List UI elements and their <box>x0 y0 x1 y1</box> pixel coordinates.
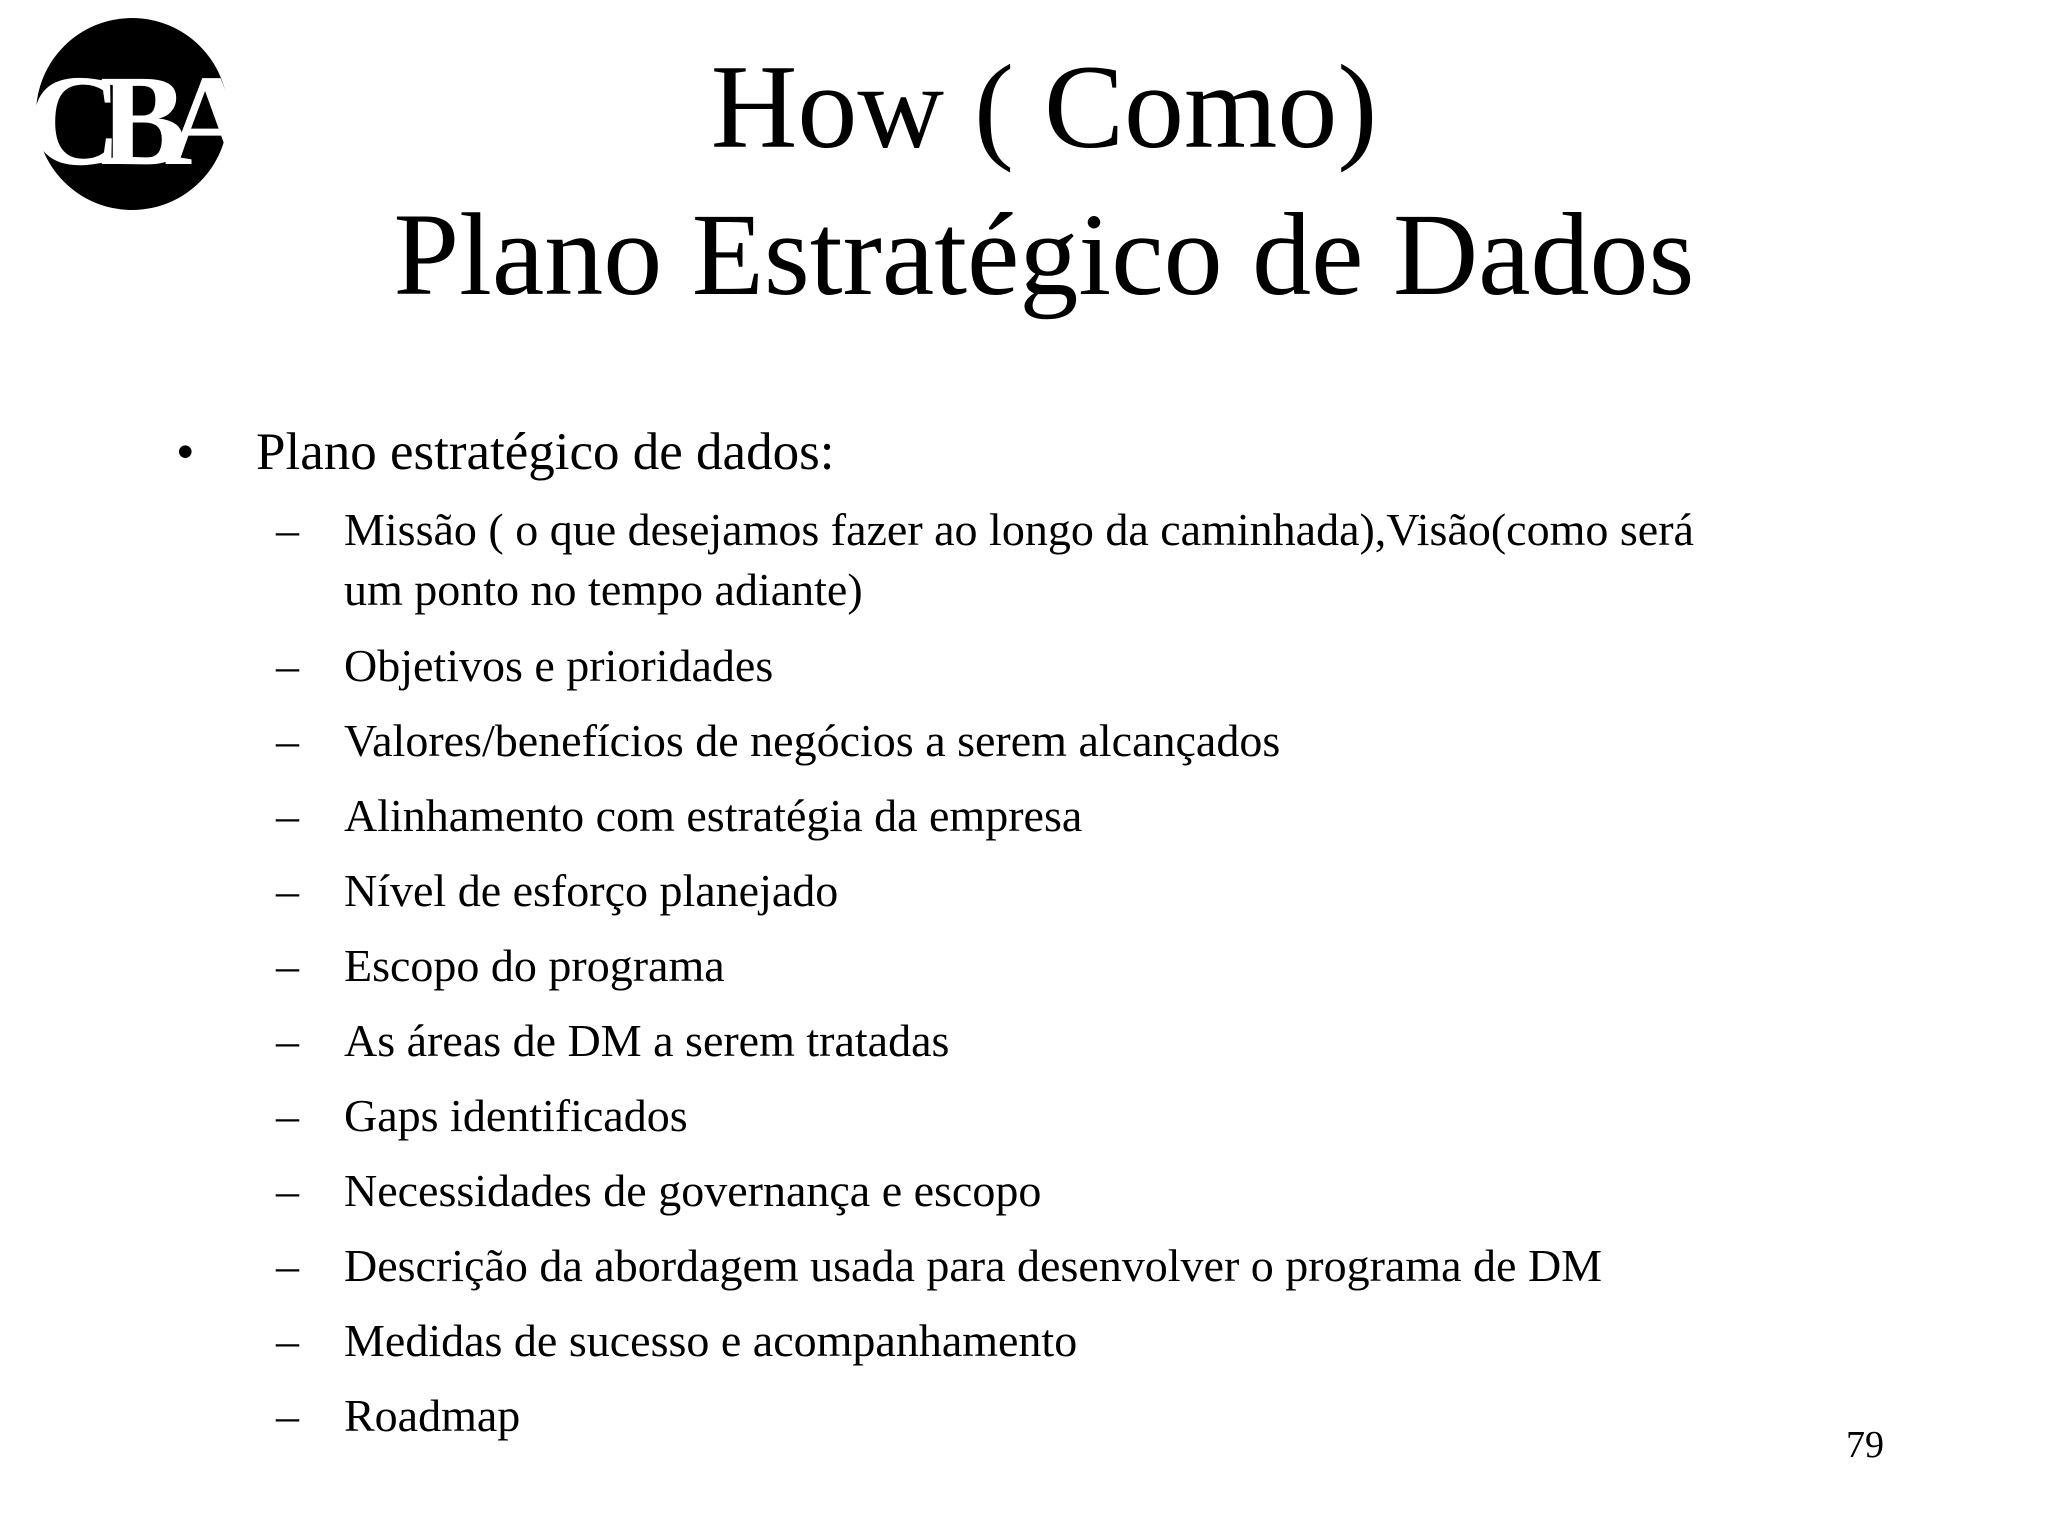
dash-marker: – <box>276 1390 299 1441</box>
sub-item-text: Descrição da abordagem usada para desenvolver o programa de DM <box>344 1240 1603 1291</box>
sub-item-text: As áreas de DM a serem tratadas <box>344 1015 950 1066</box>
dash-marker: – <box>276 1015 299 1066</box>
dash-marker: – <box>276 1165 299 1216</box>
main-bullet-text: Plano estratégico de dados: <box>256 423 835 481</box>
dash-marker: – <box>276 790 299 841</box>
sub-item-text: Necessidades de governança e escopo <box>344 1165 1042 1216</box>
dash-marker: – <box>276 1315 299 1366</box>
slide-title-line-1: How ( Como) <box>710 40 1378 173</box>
dash-marker: – <box>276 1240 299 1291</box>
sub-item-text: Nível de esforço planejado <box>344 865 839 916</box>
sub-item-text: Medidas de sucesso e acompanhamento <box>344 1315 1078 1366</box>
bullet-marker: • <box>176 423 195 481</box>
sub-item-text: Objetivos e prioridades <box>344 640 774 691</box>
svg-text:CBA: CBA <box>32 49 232 193</box>
dash-marker: – <box>276 640 299 691</box>
sub-item-text: Valores/benefícios de negócios a serem alcançados <box>344 715 1281 766</box>
dash-marker: – <box>276 1090 299 1141</box>
sub-item-text: Missão ( o que desejamos fazer ao longo da caminhada),Visão(como será <box>344 504 1694 555</box>
sub-item-text: Alinhamento com estratégia da empresa <box>344 790 1083 841</box>
page-number: 79 <box>1846 1424 1884 1466</box>
dash-marker: – <box>276 715 299 766</box>
main-bullet-item <box>176 417 834 487</box>
sub-item-text: Escopo do programa <box>344 940 725 991</box>
sub-item-text: Gaps identificados <box>344 1090 688 1141</box>
sub-item-text: Roadmap <box>344 1390 521 1441</box>
dash-marker: – <box>276 504 299 555</box>
dash-marker: – <box>276 865 299 916</box>
slide-title-line-2: Plano Estratégico de Dados <box>393 189 1695 320</box>
dash-marker: – <box>276 940 299 991</box>
sub-item-text: um ponto no tempo adiante) <box>344 564 863 615</box>
